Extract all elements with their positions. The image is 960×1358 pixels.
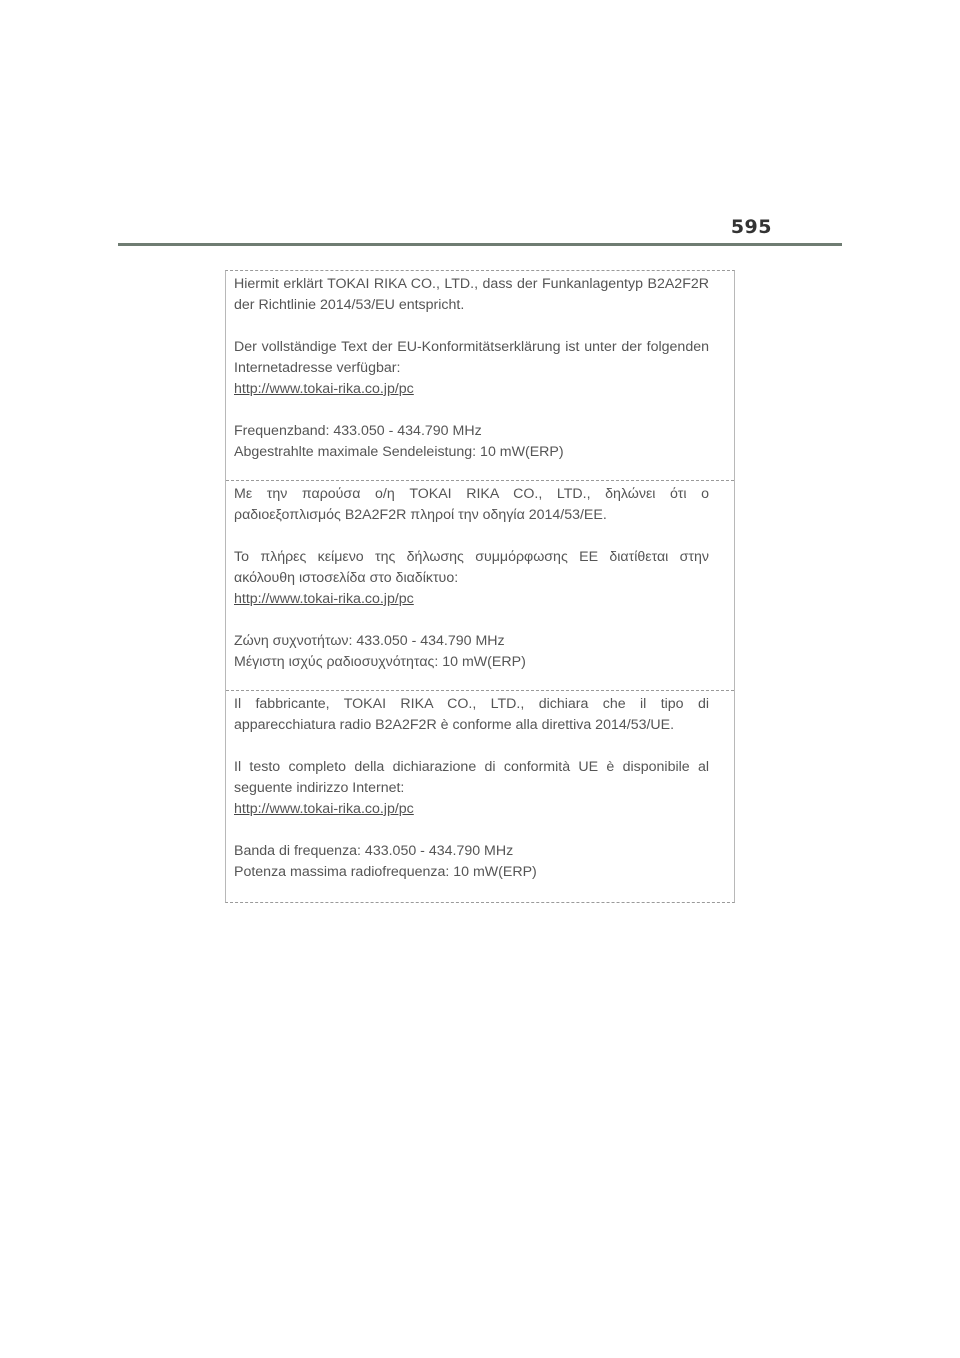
section-german: [226, 271, 734, 481]
declaration-url-link[interactable]: http://www.tokai-rika.co.jp/pc: [234, 591, 414, 607]
section-greek: [226, 481, 734, 691]
declaration-text: Με την παρούσα ο/η TOKAI RIKA CO., LTD., δηλώνει ότι ο ραδιοεξοπλισμός B2A2F2R πληροί την οδηγία 2014/53/ΕΕ.: [234, 486, 709, 523]
declaration-url-link[interactable]: http://www.tokai-rika.co.jp/pc: [234, 801, 414, 817]
availability-text: Der vollständige Text der EU-Konformitätserklärung ist unter der folgenden Internetadresse verfügbar:: [234, 339, 709, 376]
frequency-band-text: Banda di frequenza: 433.050 - 434.790 MHz: [234, 843, 514, 859]
max-power-text: Abgestrahlte maximale Sendeleistung: 10 mW(ERP): [234, 444, 564, 460]
availability-text: Il testo completo della dichiarazione di conformità UE è disponibile al seguente indirizzo Internet:: [234, 759, 709, 796]
availability-text: Το πλήρες κείμενο της δήλωσης συμμόρφωσης ΕΕ διατίθεται στην ακόλουθη ιστοσελίδα στο διαδίκτυο:: [234, 549, 709, 586]
frequency-band-text: Ζώνη συχνοτήτων: 433.050 - 434.790 MHz: [234, 633, 505, 649]
declaration-box: [225, 270, 735, 903]
max-power-text: Potenza massima radiofrequenza: 10 mW(ERP): [234, 864, 537, 880]
frequency-band-text: Frequenzband: 433.050 - 434.790 MHz: [234, 423, 482, 439]
declaration-text: Hiermit erklärt TOKAI RIKA CO., LTD., dass der Funkanlagentyp B2A2F2R der Richtlinie 2014/53/EU entspricht.: [234, 276, 709, 313]
max-power-text: Μέγιστη ισχύς ραδιοσυχνότητας: 10 mW(ERP): [234, 654, 526, 670]
section-italian: [226, 691, 734, 902]
page-number: 595: [730, 216, 772, 238]
declaration-url-link[interactable]: http://www.tokai-rika.co.jp/pc: [234, 381, 414, 397]
declaration-text: Il fabbricante, TOKAI RIKA CO., LTD., dichiara che il tipo di apparecchiatura radio B2A2F2R è conforme alla direttiva 2014/53/UE.: [234, 696, 709, 733]
header-rule: [118, 243, 842, 246]
